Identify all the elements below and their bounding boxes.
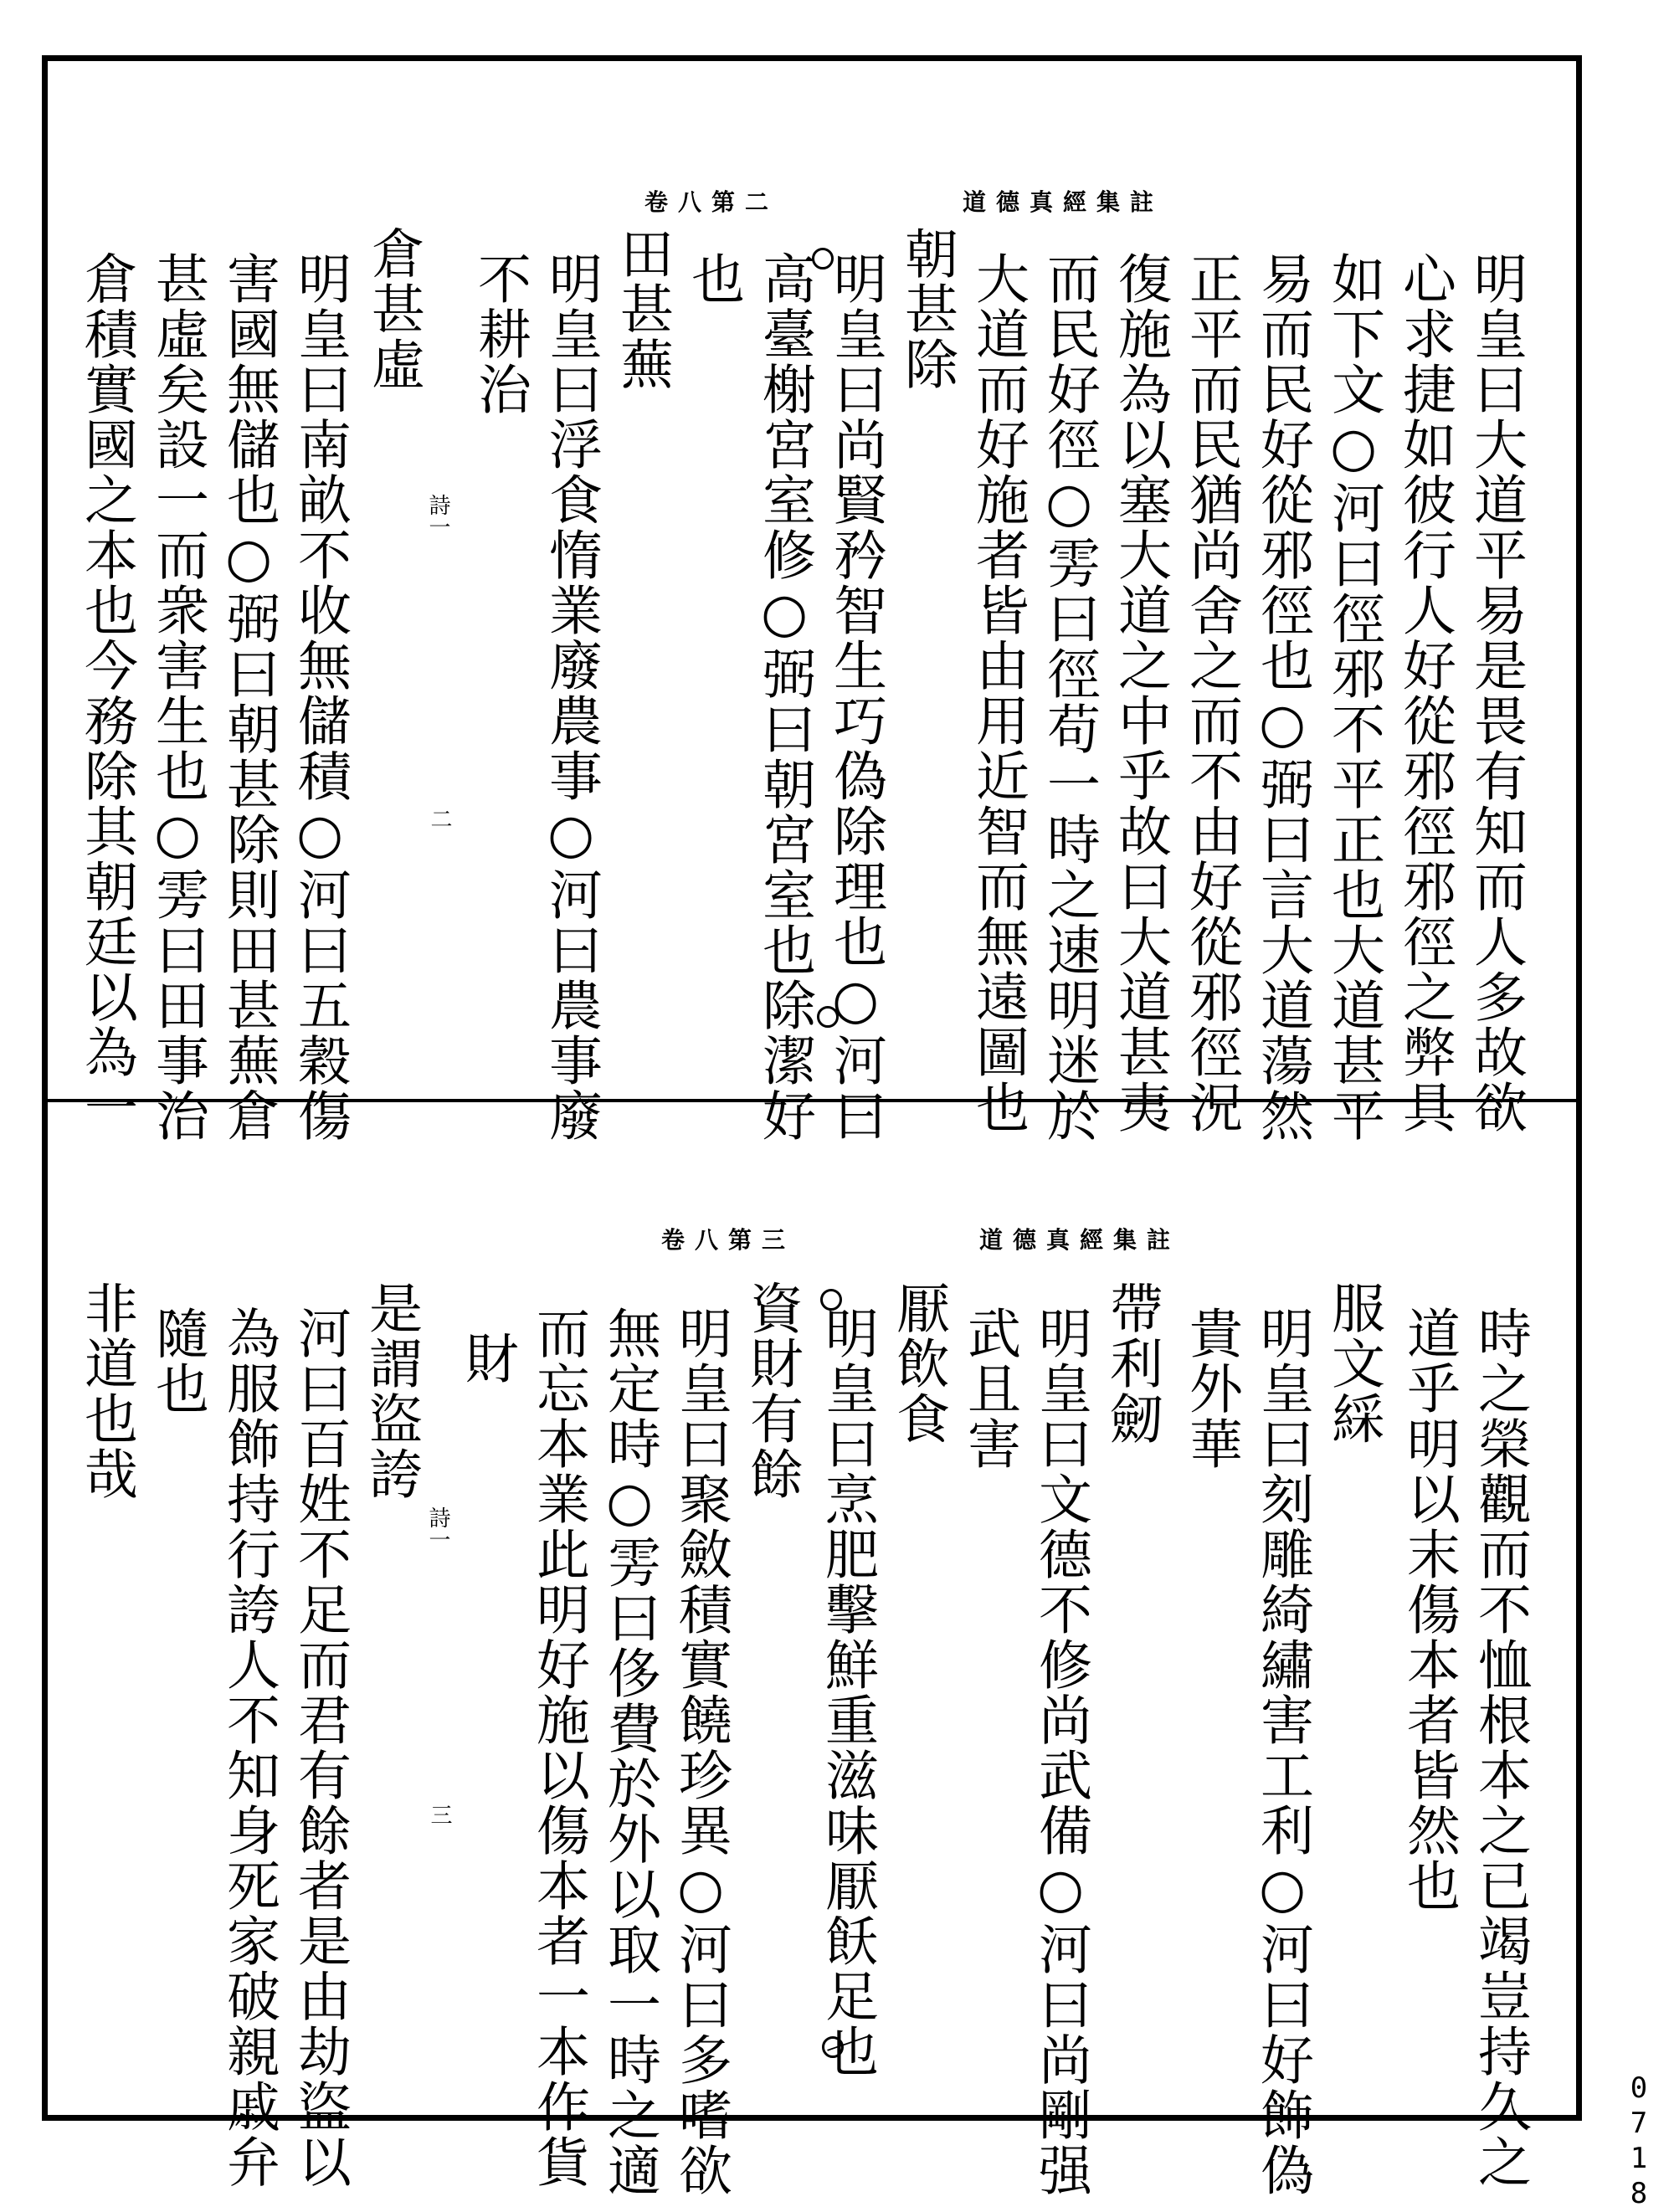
lower-column-heading: 是謂盜誇 — [360, 1280, 422, 1501]
lower-column: 明皇曰烹肥擊鮮重滋味厭飫足也 — [816, 1306, 878, 2079]
section-circle — [820, 1289, 842, 1311]
upper-header — [644, 184, 1163, 218]
upper-header-title: 道德真經集註 — [962, 188, 1163, 216]
upper-column: 心求捷如彼行人好從邪徑邪徑之弊具 — [1394, 251, 1456, 1135]
upper-folio-mark: 詩一 — [425, 494, 450, 537]
upper-column: 大道而好施者皆由用近智而無遠圖也 — [967, 251, 1029, 1135]
upper-column-heading: 田甚蕪 — [611, 226, 673, 392]
lower-column: 道乎明以末傷本者皆然也 — [1398, 1306, 1460, 1913]
upper-header-volume: 卷八第二 — [644, 188, 779, 216]
section-circle — [822, 2036, 844, 2058]
lower-column-heading: 服文綵 — [1322, 1280, 1384, 1446]
lower-column-heading: 帶利劒 — [1101, 1280, 1163, 1446]
upper-column: 明皇曰大道平易是畏有知而人多故欲 — [1465, 251, 1527, 1135]
lower-column-heading: 厭飲食 — [887, 1280, 949, 1446]
upper-column: 復施為以塞大道之中乎故曰大道甚夷 — [1109, 251, 1171, 1135]
lower-folio-mark: 三 — [427, 1804, 452, 1825]
upper-column: 也 — [682, 251, 744, 306]
lower-column: 貴外華 — [1180, 1306, 1242, 1471]
lower-column: 時之榮觀而不恤根本之已竭豈持久之 — [1469, 1306, 1531, 2189]
lower-column-heading: 非道也哉 — [75, 1280, 137, 1501]
lower-column: 財 — [456, 1331, 518, 1386]
lower-column: 為服飾持行誇人不知身死家破親戚弁 — [218, 1306, 280, 2189]
upper-column: 害國無儲也○弼曰朝甚除則田甚蕪倉 — [218, 251, 280, 1143]
lower-column: 明皇曰文德不修尚武備○河曰尚剛强 — [1030, 1306, 1091, 2198]
upper-column-heading: 朝甚除 — [896, 226, 958, 392]
lower-column: 隨也 — [146, 1306, 208, 1416]
upper-column: 不耕治 — [469, 251, 531, 417]
section-circle — [812, 248, 834, 269]
upper-folio-mark: 二 — [427, 808, 452, 829]
upper-column: 倉積實國之本也今務除其朝廷以為一 — [75, 251, 137, 1135]
page-number: 0718 — [1622, 2071, 1656, 2212]
upper-column: 明皇曰浮食惰業廢農事○河曰農事廢 — [540, 251, 602, 1143]
lower-header-volume: 卷八第三 — [661, 1226, 796, 1254]
lower-column: 武且害 — [958, 1306, 1020, 1471]
lower-column-heading: 資財有餘 — [741, 1280, 803, 1501]
lower-column: 河曰百姓不足而君有餘者是由劫盜以 — [289, 1306, 351, 2189]
upper-column: 正平而民猶尚舍之而不由好從邪徑況 — [1180, 251, 1242, 1135]
upper-column: 明皇曰尚賢矜智生巧偽除理也○河曰 — [824, 251, 886, 1143]
upper-column: 甚虛矣設一而衆害生也○雱曰田事治 — [146, 251, 208, 1143]
upper-column: 如下文○河曰徑邪不平正也大道甚平 — [1322, 251, 1384, 1143]
upper-column: 明皇曰南畝不收無儲積○河曰五穀傷 — [289, 251, 351, 1143]
lower-folio-mark: 詩一 — [425, 1506, 450, 1550]
upper-column: 易而民好從邪徑也○弼曰言大道蕩然 — [1251, 251, 1313, 1143]
upper-column: 而民好徑○雱曰徑苟一時之速明迷於 — [1038, 251, 1100, 1143]
lower-column: 無定時○雱曰侈費於外以取一時之適 — [598, 1306, 660, 2198]
lower-column: 明皇曰聚斂積實饒珍異○河曰多嗜欲 — [670, 1306, 732, 2198]
section-circle — [817, 1006, 839, 1028]
upper-column-heading: 倉甚虛 — [362, 226, 424, 392]
lower-column: 明皇曰刻雕綺繡害工利○河曰好飾偽 — [1251, 1306, 1313, 2198]
lower-column: 而忘本業此明好施以傷本者一本作貨 — [527, 1306, 589, 2189]
lower-header-title: 道德真經集註 — [978, 1226, 1180, 1254]
upper-column: 高臺榭宮室修○弼曰朝宮室也除潔好 — [753, 251, 815, 1143]
lower-header — [661, 1222, 1180, 1255]
